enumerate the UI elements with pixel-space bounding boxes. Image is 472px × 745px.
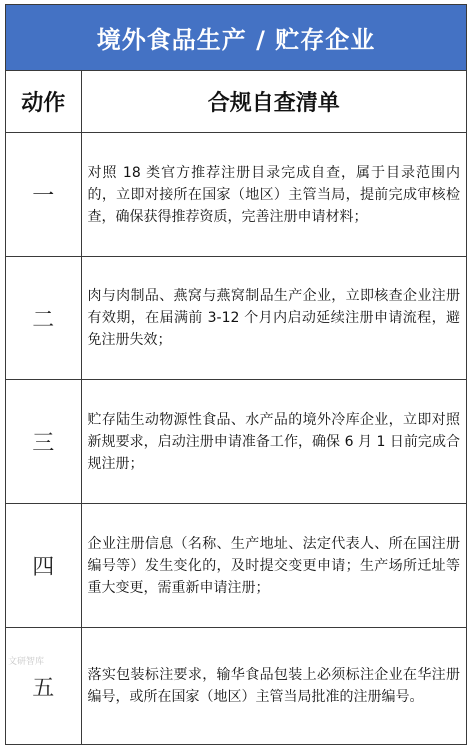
checklist-text: 对照 18 类官方推荐注册目录完成自查，属于目录范围内的，立即对接所在国家（地区）主管当局，提前完成审核检查，确保获得推荐资质，完善注册申请材料； [81, 133, 466, 257]
watermark: 文研智库 [8, 657, 45, 667]
table-row [6, 133, 466, 257]
step-number: 三 [6, 380, 81, 504]
checklist-text: 企业注册信息（名称、生产地址、法定代表人、所在国注册编号等）发生变化的，及时提交变更申请；生产场所迁址等重大变更，需重新申请注册； [81, 504, 466, 628]
checklist-text: 贮存陆生动物源性食品、水产品的境外冷库企业，立即对照新规要求，启动注册申请准备工作，确保 6 月 1 日前完成合规注册； [81, 380, 466, 504]
page-title: 境外食品生产 / 贮存企业 [6, 5, 466, 71]
checklist-text: 落实包装标注要求，输华食品包装上必须标注企业在华注册编号，或所在国家（地区）主管当局批准的注册编号。 [81, 628, 466, 745]
table-row [6, 257, 466, 380]
table-row [6, 504, 466, 628]
step-number: 二 [6, 257, 81, 380]
header-checklist: 合规自查清单 [81, 71, 466, 133]
table-row [6, 628, 466, 745]
checklist-text: 肉与肉制品、燕窝与燕窝制品生产企业，立即核查企业注册有效期，在届满前 3-12 个月内启动延续注册申请流程，避免注册失效； [81, 257, 466, 380]
table-header-row [6, 71, 466, 133]
step-number: 五 [6, 628, 81, 745]
table-row [6, 380, 466, 504]
header-action: 动作 [6, 71, 81, 133]
step-number: 四 [6, 504, 81, 628]
compliance-table [6, 71, 466, 744]
compliance-table-sheet [5, 4, 467, 745]
step-number: 一 [6, 133, 81, 257]
